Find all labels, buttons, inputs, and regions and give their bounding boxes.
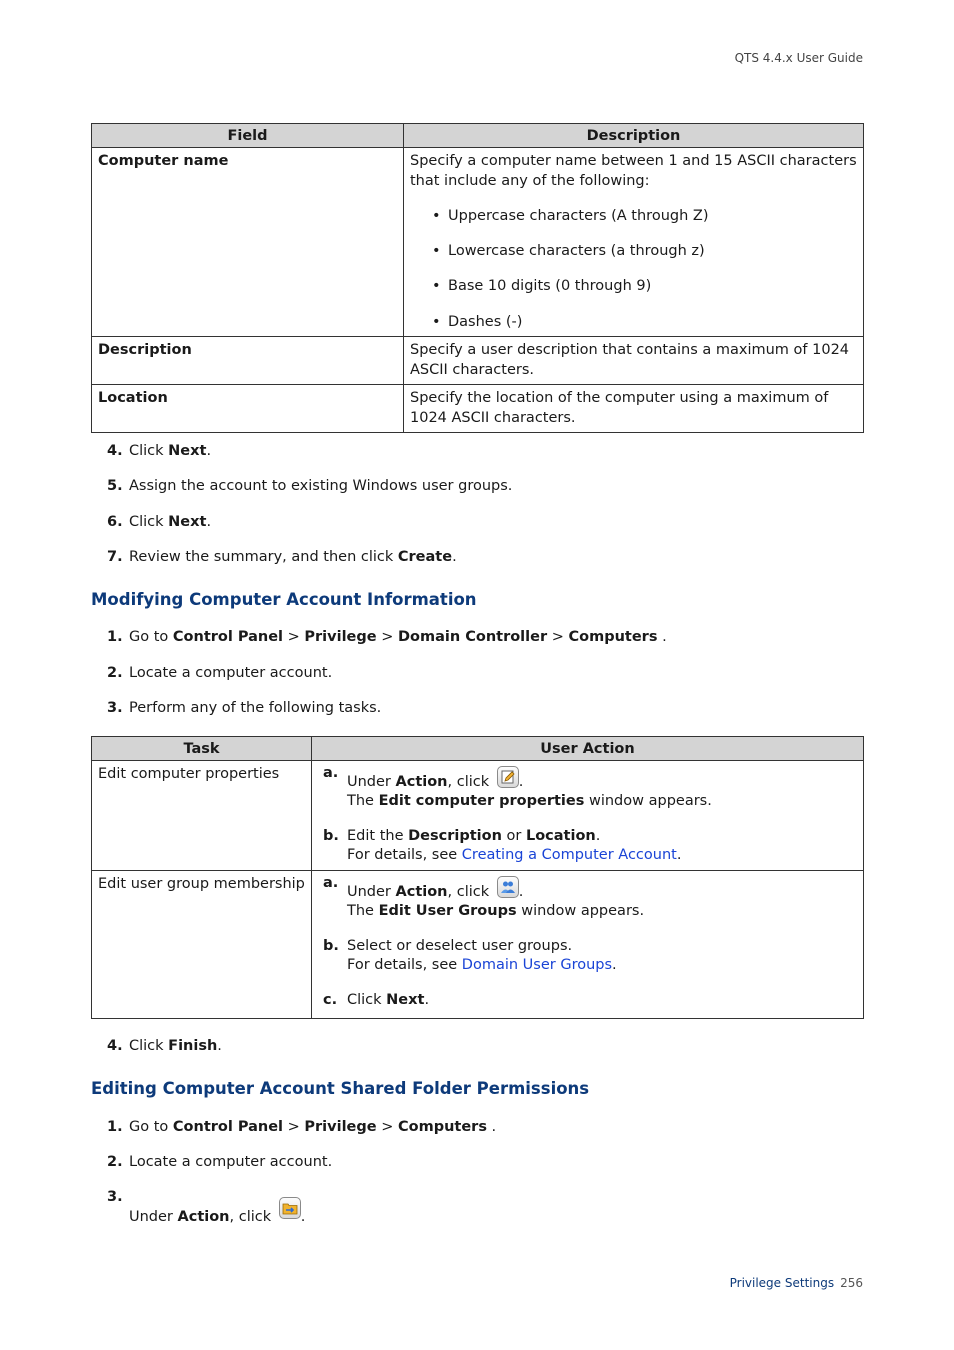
column-header-description: Description xyxy=(404,124,864,148)
column-header-task: Task xyxy=(92,737,312,761)
field-name: Location xyxy=(98,390,168,406)
step-item: 6. Click Next. xyxy=(107,514,212,530)
running-header: QTS 4.4.x User Guide xyxy=(734,51,863,65)
task-name: Edit computer properties xyxy=(92,761,312,871)
page-number: 256 xyxy=(840,1276,863,1290)
task-action-table xyxy=(91,736,864,1019)
table-row xyxy=(92,148,864,337)
edit-icon[interactable] xyxy=(497,766,519,788)
task-name: Edit user group membership xyxy=(92,871,312,1019)
list-item: • Base 10 digits (0 through 9) xyxy=(432,276,857,296)
list-item: • Uppercase characters (A through Z) xyxy=(432,206,857,226)
step-item: 7. Review the summary, and then click Create. xyxy=(107,549,457,565)
column-header-user-action: User Action xyxy=(312,737,864,761)
column-header-field: Field xyxy=(92,124,404,148)
sub-step: c. Click Next. xyxy=(323,992,430,1008)
field-name: Description xyxy=(98,342,192,358)
footer-section-title: Privilege Settings xyxy=(729,1276,835,1290)
step-item: 4. Click Finish. xyxy=(107,1038,222,1054)
field-name: Computer name xyxy=(98,153,229,169)
step-item: 2. Locate a computer account. xyxy=(107,665,333,681)
field-description: Specify a user description that contains a maximum of 1024 ASCII characters. xyxy=(404,337,864,385)
field-description-table xyxy=(91,123,864,433)
step-item: 1. Go to Control Panel > Privilege > Domain Controller > Computers . xyxy=(107,629,667,645)
step-item: 4. Click Next. xyxy=(107,443,212,459)
list-item: • Dashes (-) xyxy=(432,312,857,332)
folder-permission-icon[interactable] xyxy=(279,1197,301,1219)
bullet-list xyxy=(410,206,857,332)
field-description: Specify a computer name between 1 and 15 ASCII characters that include any of the following: xyxy=(410,153,857,189)
step-item: 3.Under Action, click . xyxy=(107,1189,306,1225)
list-item: • Lowercase characters (a through z) xyxy=(432,241,857,261)
user-group-icon[interactable] xyxy=(497,876,519,898)
link-creating-computer-account[interactable]: Creating a Computer Account xyxy=(461,847,677,863)
step-item: 5. Assign the account to existing Windows user groups. xyxy=(107,478,513,494)
table-row xyxy=(92,337,864,385)
sub-step: b. Edit the Description or Location. For details, see Creating a Computer Account. xyxy=(323,828,682,863)
table-row xyxy=(92,385,864,433)
table-row xyxy=(92,871,864,1019)
page-footer xyxy=(730,1276,863,1290)
step-item: 1. Go to Control Panel > Privilege > Computers . xyxy=(107,1119,497,1135)
table-header-row xyxy=(92,124,864,148)
section-heading: Modifying Computer Account Information xyxy=(91,590,477,609)
field-description: Specify the location of the computer using a maximum of 1024 ASCII characters. xyxy=(404,385,864,433)
sub-step: a. Under Action, click . The Edit computer properties window appears. xyxy=(323,765,712,809)
step-item: 2. Locate a computer account. xyxy=(107,1154,333,1170)
sub-step: b. Select or deselect user groups. For details, see Domain User Groups. xyxy=(323,938,617,973)
step-item: 3. Perform any of the following tasks. xyxy=(107,700,382,716)
table-row xyxy=(92,761,864,871)
section-heading: Editing Computer Account Shared Folder Permissions xyxy=(91,1079,590,1098)
sub-step: a. Under Action, click . The Edit User Groups window appears. xyxy=(323,875,645,919)
link-domain-user-groups[interactable]: Domain User Groups xyxy=(461,957,613,973)
table-header-row xyxy=(92,737,864,761)
